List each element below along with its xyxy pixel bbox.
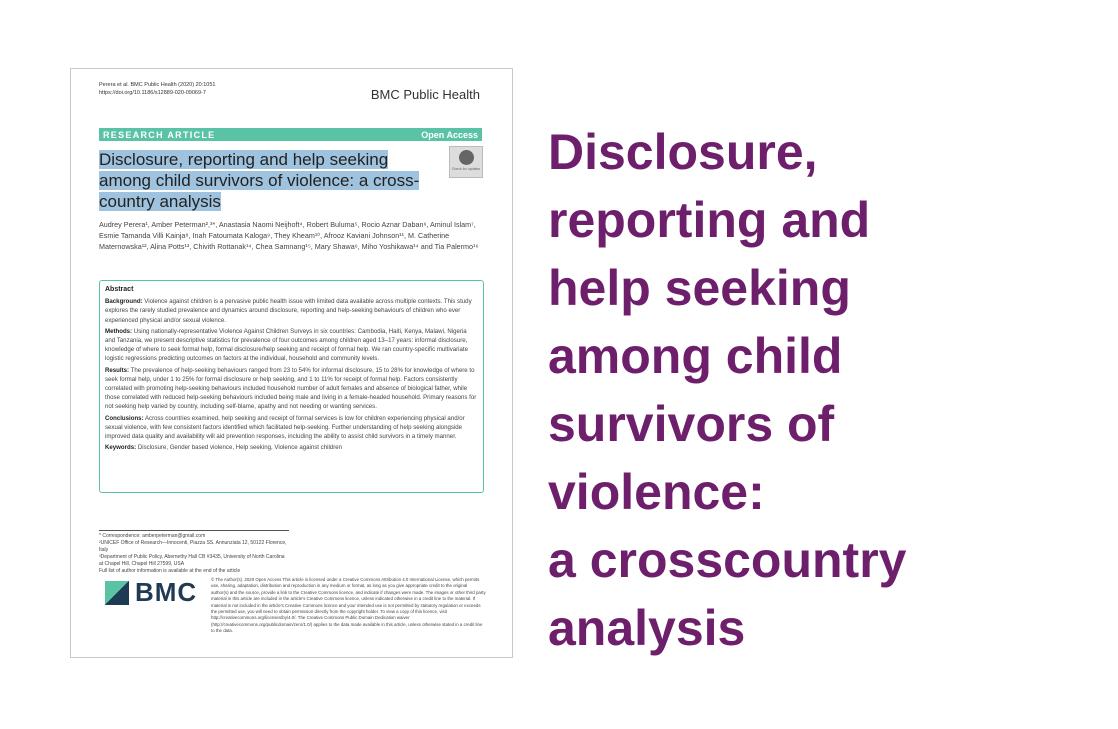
label: Conclusions:	[105, 414, 144, 422]
bmc-logo-icon	[105, 581, 129, 605]
author-list: Audrey Perera¹, Amber Peterman²,³*, Anastasia Naomi Neijhoft⁴, Robert Buluma⁵, Rocio Aznar Daban⁶, Aminul Islam⁷, Esmie Tamanda Villi Kainja⁸, Inah Fatoumata Kaloga⁹, They Kheam¹⁰, Afrooz Kaviani Johnson¹¹, M. Catherine Maternowska¹², Alina Potts¹³, Chivith Rottanak¹⁴, Chea Samnang¹⁵, Mary Shawa⁶, Miho Yoshikawa¹⁴ and Tia Palermo¹⁶	[99, 220, 479, 251]
article-banner	[99, 128, 482, 141]
headline-line: reporting and	[548, 192, 871, 248]
update-icon	[459, 150, 474, 165]
doi: https://doi.org/10.1186/s12889-020-09069-7	[99, 90, 206, 96]
footnote: ²UNICEF Office of Research—Innocenti, Piazza SS. Annunziata 12, 50122 Florence, Italy	[99, 540, 287, 553]
bmc-logo	[105, 577, 197, 608]
headline-line: survivors of	[548, 396, 835, 452]
citation-text: Perera et al. BMC Public Health (2020) 20:1051	[99, 82, 216, 88]
abstract-box	[99, 280, 484, 493]
text: The prevalence of help-seeking behaviours ranged from 23 to 54% for informal disclosure, 15 to 28% for knowledge of where to seek formal help, under 1 to 25% for formal disclosure or help seeking, and 1 to 11% for receipt of formal help. Factors consistently correlated with promoting help-seeking behaviours included household number of adult females and absence of biological father, while those correlated with reduced help-seeking behaviours included being male and living in a female-headed household. Primary reasons for not seeking help varied by country, including self-blame, apathy and not needing or wanting services.	[105, 366, 477, 411]
paper-title-text: Disclosure, reporting and help seeking among child survivors of violence: a cross-country analysis	[99, 150, 420, 211]
headline-line: among child	[548, 328, 843, 384]
headline-line: violence:	[548, 464, 765, 520]
label: Methods:	[105, 327, 133, 335]
headline-line: Disclosure,	[548, 124, 818, 180]
abstract-methods	[105, 327, 478, 364]
journal-name: BMC Public Health	[370, 87, 480, 102]
abstract-background	[105, 297, 478, 325]
abstract-conclusions	[105, 414, 478, 442]
open-access-label: Open Access	[421, 129, 478, 140]
text: Disclosure, Gender based violence, Help seeking, Violence against children	[137, 444, 343, 452]
abstract-keywords	[105, 443, 478, 452]
text: Across countries examined, help seeking and receipt of formal services is low for children experiencing physical and/or sexual violence, with few consistent factors identified which facilitated help-seeking. Further understanding of help seeking alongside improved data quality and availability will aid prevention responses, including the ability to assist child survivors in a timely manner.	[105, 414, 465, 441]
license-text: © The Author(s). 2020 Open Access This article is licensed under a Creative Commons Attribution 4.0 International License, which permits use, sharing, adaptation, distribution and reproduction in any medium or format, as long as you give appropriate credit to the original author(s) and the source, provide a link to the Creative Commons licence, and indicate if changes were made. The images or other third party material in this article are included in the article's Creative Commons licence, unless indicated otherwise in a credit line to the material. If material is not included in the article's Creative Commons licence and your intended use is not permitted by statutory regulation or exceeds the permitted use, you will need to obtain permission directly from the copyright holder. To view a copy of this licence, visit http://creativecommons.org/licenses/by/4.0/. The Creative Commons Public Domain Dedication waiver (http://creativecommons.org/publicdomain/zero/1.0/) applies to the data made available in this article, unless otherwise stated in a credit line to the data.	[211, 577, 486, 634]
label: Results:	[105, 366, 130, 374]
abstract-heading: Abstract	[105, 286, 134, 293]
headline-line: analysis	[548, 600, 746, 656]
headline-line: a crosscountry	[548, 532, 907, 588]
label: Keywords:	[105, 444, 137, 452]
paper-thumbnail	[70, 68, 513, 658]
headline-title	[548, 118, 1108, 662]
text: Violence against children is a pervasive public health issue with limited data available across multiple contexts. This study explores the rarely studied prevalence and dynamics around disclosure, reporting and help-seeking behaviours of children who ever experienced physical and/or sexual violence.	[105, 298, 472, 324]
abstract-results	[105, 366, 478, 412]
label: Background:	[105, 298, 143, 306]
footnote: Full list of author information is available at the end of the article	[99, 568, 241, 574]
bmc-logo-text: BMC	[135, 577, 198, 607]
check-updates-text: Check for updates	[451, 167, 481, 171]
footnote: ³Department of Public Policy, Abernethy Hall CB #3435, University of North Carolina at Chapel Hill, Chapel Hill 27599, USA	[99, 554, 285, 567]
citation	[99, 81, 215, 97]
text: Using nationally-representative Violence Against Children Surveys in six countries: Cambodia, Haiti, Kenya, Malawi, Nigeria and Tanzania, we present descriptive statistics for prevalence of four outcomes among children aged 13–17 years: informal disclosure, knowledge of where to seek formal help, formal disclosure/help seeking and receipt of formal help. We ran country-specific multivariate logistic regressions predicting outcomes on factors at the individual, household and community levels.	[105, 327, 468, 363]
footnote: * Correspondence: amberpeterman@gmail.com	[99, 533, 206, 539]
paper-title	[99, 149, 429, 212]
footnotes	[99, 530, 289, 575]
headline-line: help seeking	[548, 260, 851, 316]
check-for-updates-badge	[449, 146, 483, 178]
article-type: RESEARCH ARTICLE	[103, 129, 216, 140]
